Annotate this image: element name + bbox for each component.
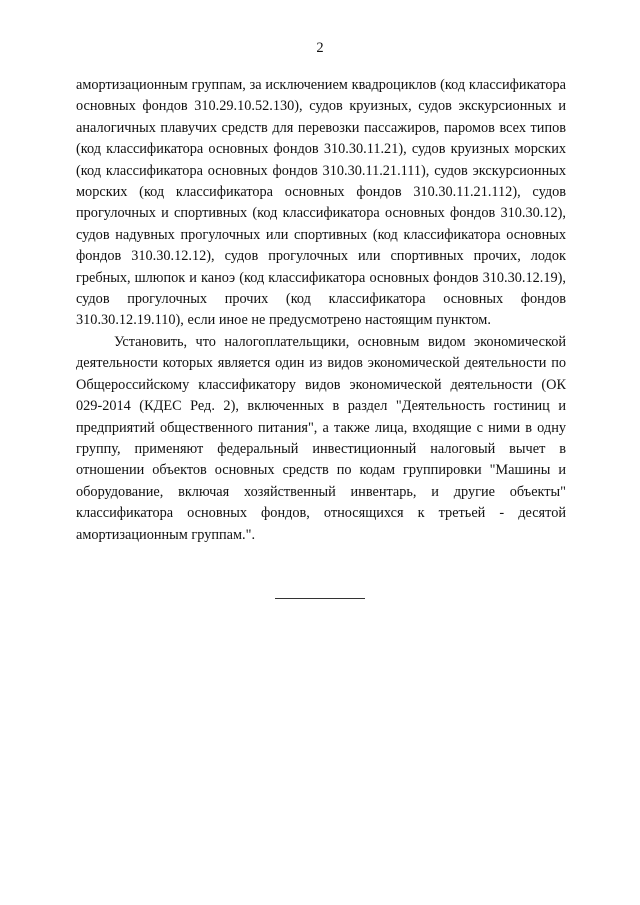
page-number: 2 <box>316 40 324 56</box>
body-text <box>76 75 566 546</box>
paragraph-establish: Установить, что налогоплательщики, основным видом экономической деятельности которых является один из видов экономической деятельности по Общероссийскому классификатору видов экономической деятельности (ОК 029-2014 (КДЕС Ред. 2), включенных в раздел "Деятельность гостиниц и предприятий общественного питания", а также лица, входящие с ними в одну группу, применяют федеральный инвестиционный налоговый вычет в отношении объектов основных средств по кодам группировки "Машины и оборудование, включая хозяйственный инвентарь, и другие объекты" классификатора основных фондов, относящихся к третьей - десятой амортизационным группам.". <box>76 333 566 543</box>
end-divider <box>275 598 365 599</box>
paragraph-continuation: амортизационным группам, за исключением квадроциклов (код классификатора основных фондов 310.29.10.52.130), судов круизных, судов экскурсионных и аналогичных плавучих средств для перевозки пассажиров, паромов всех типов (код классификатора основных фондов 310.30.11.21), судов круизных морских (код классификатора основных фондов 310.30.11.21.111), судов экскурсионных морских (код классификатора основных фондов 310.30.11.21.112), судов прогулочных и спортивных (код классификатора основных фондов 310.30.12), судов надувных прогулочных или спортивных (код классификатора основных фондов 310.30.12.12), судов прогулочных или спортивных прочих, лодок гребных, шлюпок и каноэ (код классификатора основных фондов 310.30.12.19), судов прогулочных прочих (код классификатора основных фондов 310.30.12.19.110), если иное не предусмотрено настоящим пунктом. <box>76 77 566 329</box>
